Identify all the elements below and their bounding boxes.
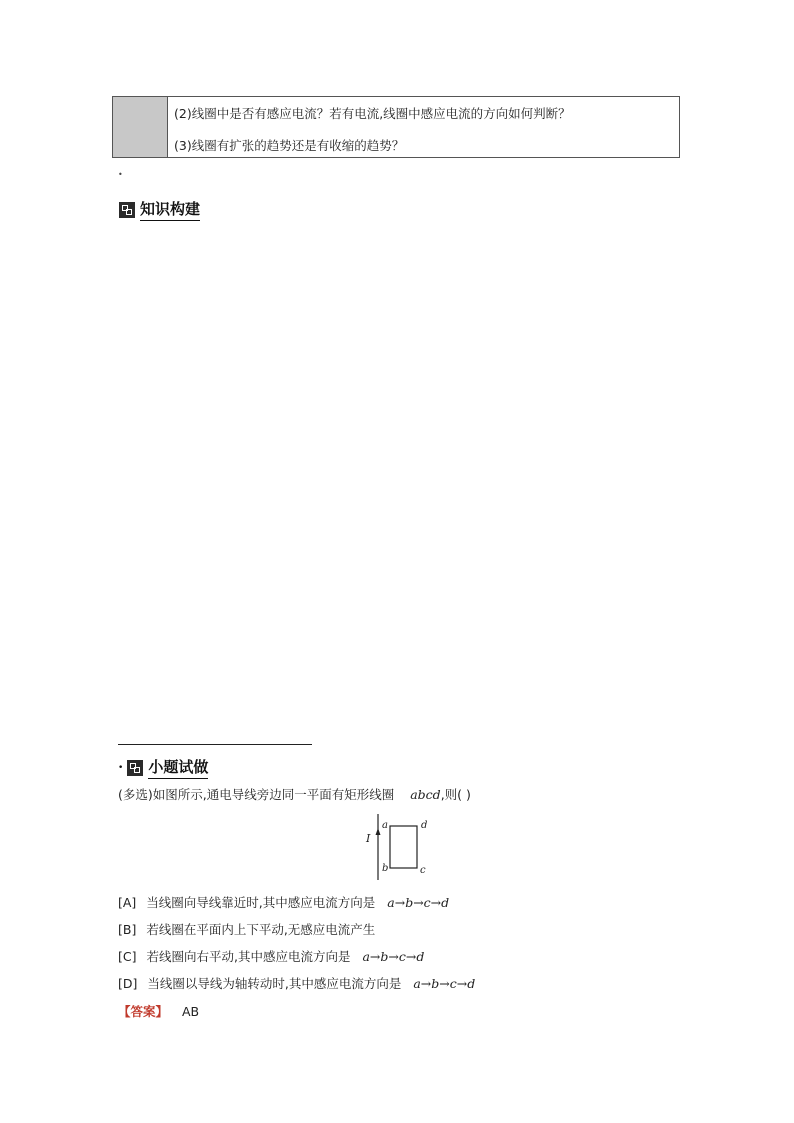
question-table bbox=[112, 96, 680, 158]
option-b bbox=[118, 920, 375, 938]
answer-value: AB bbox=[182, 1004, 200, 1019]
option-text: 当线圈以导线为轴转动时,其中感应电流方向是 bbox=[147, 976, 402, 991]
option-text: 当线圈向导线靠近时,其中感应电流方向是 bbox=[146, 895, 376, 910]
section-knowledge-title: 知识构建 bbox=[140, 198, 200, 221]
option-c bbox=[118, 947, 424, 965]
problem-stem bbox=[118, 785, 471, 803]
answer-line bbox=[118, 1002, 199, 1020]
option-text: 若线圈在平面内上下平动,无感应电流产生 bbox=[146, 922, 376, 937]
wire-coil-diagram bbox=[362, 812, 442, 882]
section-practice-header bbox=[118, 756, 208, 779]
problem-stem-text: (多选)如图所示,通电导线旁边同一平面有矩形线圈 bbox=[118, 787, 395, 802]
problem-stem-var: abcd bbox=[410, 787, 441, 802]
table-shaded-cell bbox=[113, 97, 168, 157]
option-a bbox=[118, 893, 449, 911]
small-mark: • bbox=[118, 170, 123, 179]
answer-label: 【答案】 bbox=[118, 1004, 169, 1019]
option-key: [D] bbox=[118, 976, 138, 991]
section-bullet: • bbox=[118, 762, 124, 773]
option-d bbox=[118, 974, 475, 992]
label-d: d bbox=[421, 820, 428, 831]
divider-rule bbox=[118, 744, 312, 745]
question-line-3: (3)线圈有扩张的趋势还是有收缩的趋势？ bbox=[174, 138, 405, 153]
option-path: a→b→c→d bbox=[362, 949, 425, 964]
wire-coil-figure bbox=[362, 812, 442, 882]
label-c: c bbox=[420, 865, 426, 876]
option-key: [C] bbox=[118, 949, 137, 964]
label-current: I bbox=[366, 832, 371, 845]
label-a: a bbox=[382, 820, 388, 831]
label-b: b bbox=[382, 863, 389, 874]
section-icon bbox=[127, 760, 143, 776]
section-knowledge-header bbox=[119, 198, 200, 221]
option-key: [A] bbox=[118, 895, 137, 910]
option-path: a→b→c→d bbox=[387, 895, 450, 910]
option-text: 若线圈向右平动,其中感应电流方向是 bbox=[146, 949, 351, 964]
option-key: [B] bbox=[118, 922, 137, 937]
option-path: a→b→c→d bbox=[413, 976, 476, 991]
section-icon bbox=[119, 202, 135, 218]
question-line-2: (2)线圈中是否有感应电流？若有电流,线圈中感应电流的方向如何判断？ bbox=[174, 106, 571, 121]
problem-stem-end: ,则( ) bbox=[440, 787, 471, 802]
table-content-cell bbox=[168, 97, 679, 157]
section-practice-title: 小题试做 bbox=[148, 756, 208, 779]
